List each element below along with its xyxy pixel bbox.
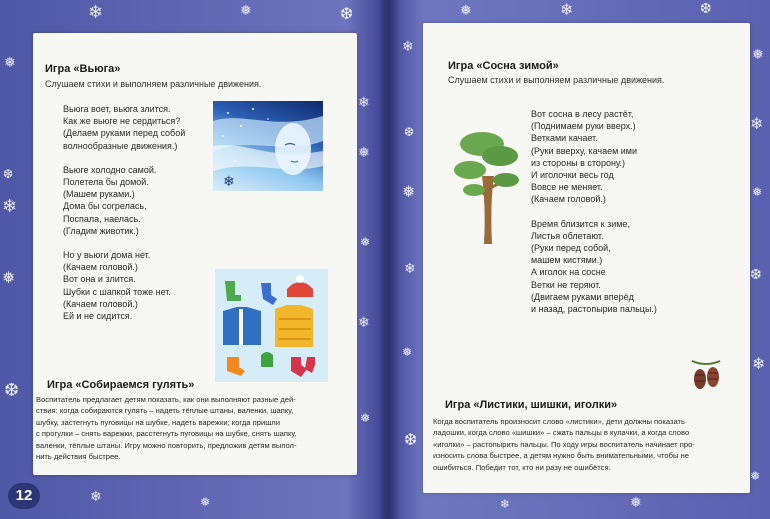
game-title-pine: Игра «Сосна зимой»: [448, 60, 559, 72]
snowflake-icon: ❅: [402, 182, 416, 201]
poem-line: Вьюга воет, вьюга злится.: [63, 104, 171, 114]
poem-line: (Качаем головой.): [63, 298, 138, 309]
text-line: Когда воспитатель произносит слово «листики», дети должны показать: [433, 417, 685, 426]
text-line: ошибиться. Победит тот, кто ни разу не ошибётся.: [433, 462, 611, 472]
snowflake-icon: ❄: [404, 261, 416, 277]
poem-line: Вот сосна в лесу растёт,: [531, 109, 634, 119]
snowflake-icon: ❅: [2, 268, 16, 287]
text-line: ладошки, когда слово «шишки» – сжать пальцы в кулачки, а когда слово: [433, 428, 690, 438]
pine-cones-illustration: [686, 357, 726, 393]
poem-line: (Руки перед собой,: [531, 243, 611, 254]
poem-line: Дома бы согрелась,: [63, 201, 147, 212]
svg-text:❄: ❄: [223, 174, 235, 190]
poem-line: (Качаем головой.): [531, 194, 606, 205]
poem-line: Как же вьюге не сердиться?: [63, 116, 181, 127]
snowflake-icon: ❄: [752, 354, 766, 373]
snowflake-icon: ❅: [360, 411, 371, 425]
poem-line: (Машем руками.): [63, 189, 135, 200]
poem-line: (Гладим животик.): [63, 225, 139, 236]
snowflake-icon: ❅: [460, 3, 472, 19]
snowflake-icon: ❅: [750, 469, 761, 483]
snowflake-icon: ❆: [4, 380, 20, 401]
snowflake-icon: ❅: [4, 55, 16, 71]
snowflake-icon: ❅: [360, 235, 371, 249]
snowflake-icon: ❄: [88, 2, 104, 23]
poem-line: (Руки вверху, качаем ими: [531, 145, 638, 156]
poem-line: (Двигаем руками вперёд: [531, 291, 634, 302]
text-line: валенки, тёплые штаны. Игру можно повторить, предложив детям выпол-: [36, 440, 297, 450]
poem-line: из стороны в сторону.): [531, 157, 626, 168]
book-gutter: [378, 0, 400, 519]
poem-line: И иголочки весь год: [531, 170, 614, 181]
page-number: 12: [8, 483, 40, 509]
snowflake-icon: ❄: [402, 39, 414, 55]
poem-line: машем кистями.): [531, 255, 603, 266]
game-subtitle-blizzard: Слушаем стихи и выполняем различные движения.: [45, 79, 262, 89]
poem-line: Вовсе не меняет.: [531, 182, 603, 193]
snowflake-icon: ❅: [402, 345, 413, 359]
snowflake-icon: ❆: [700, 1, 712, 17]
poem-line: (Поднимаем руки вверх.): [531, 121, 636, 132]
text-line: «иголки» – растопырить пальцы. По ходу игры воспитатель начинает про-: [433, 439, 695, 449]
text-line: Воспитатель предлагает детям показать, как они выполняют разные дей-: [36, 395, 296, 404]
poem-line: Листья облетают.: [531, 230, 604, 241]
text-line: износить слова быстрее, а детям нужно быть внимательными, чтобы не: [433, 451, 689, 461]
snowflake-icon: ❄: [560, 0, 574, 19]
poem-line: А иголок на сосне: [531, 267, 606, 278]
snowflake-icon: ❆: [750, 267, 762, 283]
poem-line: Вот она и злится.: [63, 274, 136, 285]
snowflake-icon: ❆: [340, 4, 354, 23]
text-line: с прогулки – снять варежки, расстегнуть пуговицы на шубке, снять шапку,: [36, 429, 297, 439]
poem-line: Ей и не сидится.: [63, 311, 133, 322]
snowflake-icon: ❅: [200, 495, 211, 509]
text-line: шубку, застегнуть пуговицы на шубке, надеть варежки; когда пришли: [36, 417, 280, 427]
snowflake-icon: ❄: [358, 315, 370, 331]
winter-clothes-illustration: [215, 269, 328, 382]
poem-pine: [531, 108, 657, 315]
snowflake-icon: ❄: [2, 196, 18, 217]
poem-line: Поспала, наелась.: [63, 213, 141, 224]
game-text-leaves-cones-needles: [433, 416, 695, 473]
snowflake-icon: ❆: [3, 167, 14, 181]
poem-line: (Качаем головой.): [63, 262, 138, 273]
game-title-blizzard: Игра «Вьюга»: [45, 63, 121, 75]
game-text-going-out: [36, 394, 297, 462]
poem-line: Полетела бы домой.: [63, 177, 149, 188]
snowflake-icon: ❅: [358, 145, 370, 161]
poem-line: и назад, растопырив пальцы.): [531, 304, 657, 315]
snowflake-icon: ❆: [404, 125, 415, 139]
snowflake-icon: ❄: [750, 114, 764, 133]
game-title-going-out: Игра «Собираемся гулять»: [47, 379, 195, 391]
poem-line: Но у вьюги дома нет.: [63, 250, 151, 261]
snowflake-icon: ❅: [752, 185, 763, 199]
game-title-leaves-cones-needles: Игра «Листики, шишки, иголки»: [445, 399, 618, 411]
pine-tree-illustration: [452, 126, 522, 246]
snowflake-icon: ❅: [752, 47, 764, 63]
blizzard-face-illustration: [213, 101, 323, 191]
snowflake-icon: ❄: [90, 489, 102, 505]
poem-line: волнообразные движения.): [63, 140, 178, 151]
snowflake-icon: ❅: [630, 495, 642, 511]
snowflake-icon: ❅: [240, 3, 252, 19]
text-line: нить действия быстрее.: [36, 452, 121, 462]
snowflake-icon: ❄: [358, 95, 370, 111]
snowflake-icon: ❄: [500, 497, 511, 511]
poem-line: Шубки с шапкой тоже нет.: [63, 286, 171, 297]
text-line: ствия: когда собираются гулять – надеть тёплые штаны, валенки, шапку,: [36, 406, 294, 416]
game-subtitle-pine: Слушаем стихи и выполняем различные движения.: [448, 75, 665, 85]
snowflake-icon: ❆: [404, 430, 418, 449]
poem-line: (Делаем руками перед собой: [63, 128, 186, 139]
poem-line: Ветки не теряют.: [531, 279, 601, 290]
poem-line: Время близится к зиме,: [531, 218, 630, 229]
poem-line: Вьюге холодно самой.: [63, 164, 157, 175]
poem-blizzard: [63, 103, 185, 322]
poem-line: Ветками качает.: [531, 133, 598, 144]
